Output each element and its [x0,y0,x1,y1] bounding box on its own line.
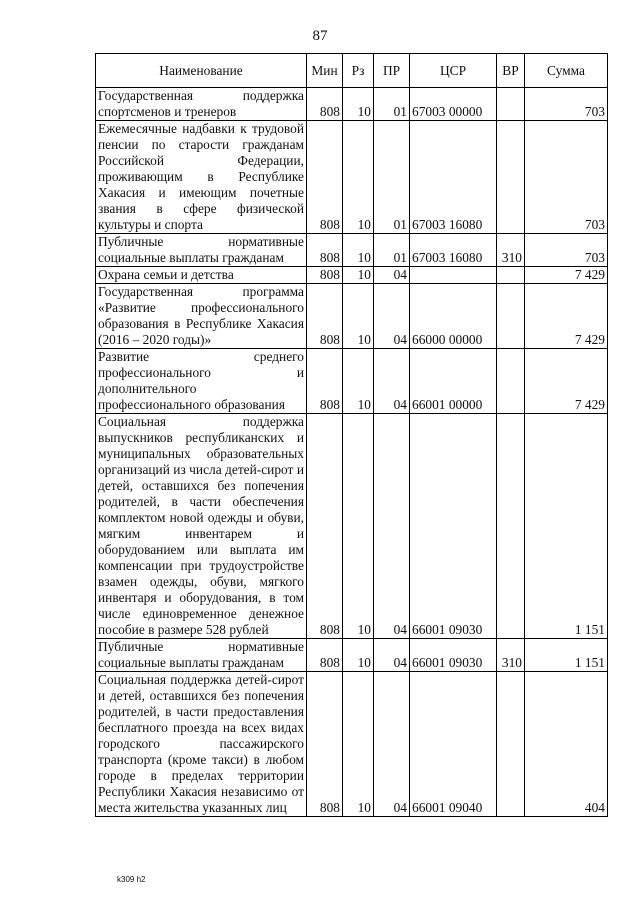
table-row [96,349,608,414]
row-name: Публичные нормативные социальные выплаты гражданам [96,639,307,672]
row-sum: 1 151 [525,414,608,639]
header-pr: ПР [374,54,410,88]
row-sum: 703 [525,234,608,267]
row-name: Ежемесячные надбавки к трудовой пенсии по старости гражданам Российской Федерации, проживающим в Республике Хакасия и имеющим почетные звания в сфере физической культуры и спорта [96,121,307,234]
row-min: 808 [307,672,343,817]
row-min: 808 [307,88,343,121]
row-sum: 7 429 [525,284,608,349]
row-name: Государственная программа «Развитие профессионального образования в Республике Хакасия (2016 – 2020 годы)» [96,284,307,349]
row-pr: 01 [374,121,410,234]
row-sum: 7 429 [525,267,608,284]
row-rz: 10 [343,672,374,817]
header-vr: ВР [497,54,525,88]
row-vr [497,414,525,639]
row-csr: 66000 00000 [410,284,497,349]
row-name: Государственная поддержка спортсменов и тренеров [96,88,307,121]
row-csr: 66001 00000 [410,349,497,414]
header-sum: Сумма [525,54,608,88]
header-name: Наименование [96,54,307,88]
row-vr [497,267,525,284]
row-csr: 67003 16080 [410,121,497,234]
row-name: Охрана семьи и детства [96,267,307,284]
row-sum: 703 [525,88,608,121]
row-pr: 04 [374,414,410,639]
header-min: Мин [307,54,343,88]
row-pr: 04 [374,267,410,284]
row-min: 808 [307,234,343,267]
row-name: Социальная поддержка детей-сирот и детей, оставшихся без попечения родителей, в части предоставления бесплатного проезда на всех видах городского пассажирского транспорта (кроме такси) в любом городе в пределах территории Республики Хакасия независимо от места жительства указанных лиц [96,672,307,817]
row-vr [497,284,525,349]
row-rz: 10 [343,349,374,414]
row-min: 808 [307,267,343,284]
row-csr [410,267,497,284]
row-name: Публичные нормативные социальные выплаты гражданам [96,234,307,267]
row-name: Социальная поддержка выпускников республиканских и муниципальных образовательных организаций из числа детей-сирот и детей, оставшихся без попечения родителей, в части обеспечения комплектом новой одежды и обуви, мягким инвентарем и оборудованием или выплата им компенсации при трудоустройстве взамен одежды, обуви, мягкого инвентаря и оборудования, в том числе единовременное денежное пособие в размере 528 рублей [96,414,307,639]
table-row [96,672,608,817]
table-header-row [96,54,608,88]
row-pr: 04 [374,349,410,414]
row-sum: 7 429 [525,349,608,414]
row-pr: 04 [374,639,410,672]
header-rz: Рз [343,54,374,88]
page-number: 87 [312,28,328,44]
row-sum: 703 [525,121,608,234]
row-csr: 67003 00000 [410,88,497,121]
row-vr: 310 [497,234,525,267]
row-vr [497,349,525,414]
table-row [96,414,608,639]
row-rz: 10 [343,234,374,267]
table-row [96,88,608,121]
row-csr: 66001 09030 [410,639,497,672]
row-pr: 01 [374,234,410,267]
row-min: 808 [307,121,343,234]
header-csr: ЦСР [410,54,497,88]
footer-code: k309 h2 [117,875,146,884]
row-pr: 01 [374,88,410,121]
row-rz: 10 [343,414,374,639]
row-csr: 66001 09030 [410,414,497,639]
row-csr: 67003 16080 [410,234,497,267]
row-min: 808 [307,414,343,639]
row-rz: 10 [343,639,374,672]
row-name: Развитие среднего профессионального и дополнительного профессионального образования [96,349,307,414]
row-sum: 404 [525,672,608,817]
table-row [96,284,608,349]
table-row [96,121,608,234]
row-rz: 10 [343,267,374,284]
row-csr: 66001 09040 [410,672,497,817]
row-rz: 10 [343,88,374,121]
row-vr [497,121,525,234]
row-vr [497,88,525,121]
table-row [96,234,608,267]
row-vr: 310 [497,639,525,672]
table-row [96,267,608,284]
row-pr: 04 [374,284,410,349]
row-min: 808 [307,349,343,414]
table-row [96,639,608,672]
row-pr: 04 [374,672,410,817]
row-sum: 1 151 [525,639,608,672]
row-rz: 10 [343,284,374,349]
budget-table [95,53,608,817]
row-min: 808 [307,639,343,672]
row-rz: 10 [343,121,374,234]
row-min: 808 [307,284,343,349]
row-vr [497,672,525,817]
